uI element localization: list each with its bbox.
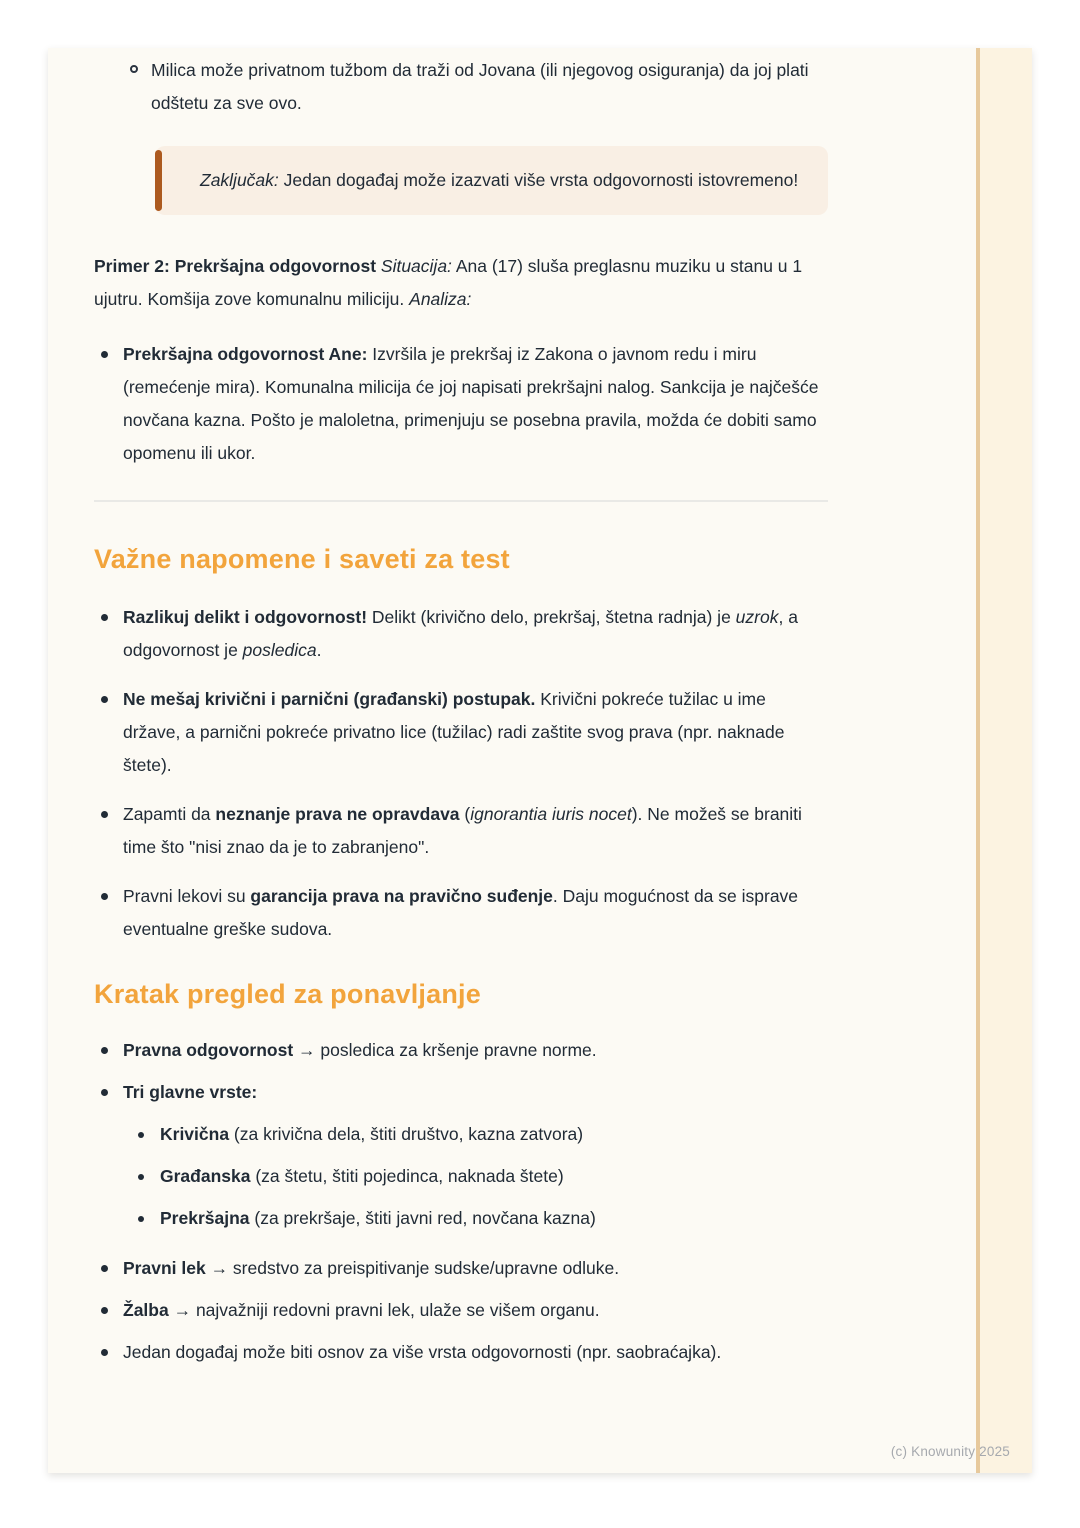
list-item-text: Pravni lekovi su garancija prava na pravično suđenje. Daju mogućnost da se isprave eventualne greške sudova. <box>123 886 799 939</box>
bullet-icon <box>101 1089 108 1096</box>
primer2-paragraph: Primer 2: Prekršajna odgovornost Situacija: Ana (17) sluša preglasnu muziku u stanu u 1 ujutru. Komšija zove komunalnu miliciju. Analiza: <box>94 256 803 309</box>
section-heading-pregled: Kratak pregled za ponavljanje <box>94 979 481 1009</box>
callout-accent-bar <box>155 150 162 211</box>
page-content <box>94 48 828 1378</box>
list-item-text: Krivična (za krivična dela, štiti društvo, kazna zatvora) <box>160 1124 584 1144</box>
bullet-icon <box>101 614 108 621</box>
list-item <box>94 1202 828 1235</box>
list-item-text: Jedan događaj može biti osnov za više vrsta odgovornosti (npr. saobraćajka). <box>123 1342 722 1362</box>
list-item <box>94 1252 828 1285</box>
section-heading-napomene: Važne napomene i saveti za test <box>94 544 510 574</box>
callout-text: Zaključak: Jedan događaj može izazvati više vrsta odgovornosti istovremeno! <box>200 170 799 190</box>
list-item-text: Pravna odgovornost → posledica za kršenje pravne norme. <box>123 1040 597 1060</box>
conclusion-callout <box>155 146 828 215</box>
list-item-text: Milica može privatnom tužbom da traži od Jovana (ili njegovog osiguranja) da joj plati odštetu za sve ovo. <box>151 60 809 113</box>
page-edge-strip <box>976 48 1032 1473</box>
circle-bullet-icon <box>130 65 138 73</box>
list-item-text: Zapamti da neznanje prava ne opravdava (ignorantia iuris nocet). Ne možeš se braniti time što "nisi znao da je to zabranjeno". <box>123 804 802 857</box>
list-item <box>94 798 828 864</box>
section-divider <box>94 500 828 502</box>
bullet-icon <box>101 351 108 358</box>
list-item <box>94 1034 828 1067</box>
primer2-list <box>94 338 828 470</box>
list-item <box>94 54 828 120</box>
list-item-text: Pravni lek → sredstvo za preispitivanje sudske/upravne odluke. <box>123 1258 620 1278</box>
napomene-list <box>94 601 828 946</box>
list-item <box>94 1160 828 1193</box>
bullet-icon <box>138 1174 144 1180</box>
notes-page <box>48 48 1032 1473</box>
bullet-icon <box>101 893 108 900</box>
list-item-text: Građanska (za štetu, štiti pojedinca, naknada štete) <box>160 1166 564 1186</box>
list-item <box>94 338 828 470</box>
list-item <box>94 1076 828 1109</box>
list-item-text: Razlikuj delikt i odgovornost! Delikt (krivično delo, prekršaj, štetna radnja) je uzrok, a odgovornost je posledica. <box>123 607 798 660</box>
bullet-icon <box>101 1349 108 1356</box>
list-item-text: Prekršajna odgovornost Ane: Izvršila je prekršaj iz Zakona o javnom redu i miru (remećenje mira). Komunalna milicija će joj napisati prekršajni nalog. Sankcija je najčešće novčana kazna. Pošto je maloletna, primenjuju se posebna pravila, možda će dobiti samo opomenu ili ukor. <box>123 344 819 463</box>
list-item <box>94 683 828 782</box>
bullet-icon <box>101 1047 108 1054</box>
list-item-text: Ne mešaj krivični i parnični (građanski) postupak. Krivični pokreće tužilac u ime države, a parnični pokreće privatno lice (tužilac) radi zaštite svog prava (npr. naknade štete). <box>123 689 785 775</box>
list-item <box>94 1294 828 1327</box>
list-item <box>94 1118 828 1151</box>
bullet-icon <box>138 1216 144 1222</box>
bullet-icon <box>101 1307 108 1314</box>
list-item-text: Prekršajna (za prekršaje, štiti javni red, novčana kazna) <box>160 1208 596 1228</box>
pregled-list <box>94 1034 828 1369</box>
list-item <box>94 1336 828 1369</box>
bullet-icon <box>101 696 108 703</box>
bullet-icon <box>101 811 108 818</box>
list-item <box>94 601 828 667</box>
list-item-text: Tri glavne vrste: <box>123 1082 258 1102</box>
bullet-icon <box>138 1132 144 1138</box>
list-item-text: Žalba → najvažniji redovni pravni lek, ulaže se višem organu. <box>123 1300 600 1320</box>
intro-sub-list <box>94 48 828 120</box>
list-item <box>94 880 828 946</box>
copyright-watermark: (c) Knowunity 2025 <box>890 1444 1010 1459</box>
bullet-icon <box>101 1265 108 1272</box>
